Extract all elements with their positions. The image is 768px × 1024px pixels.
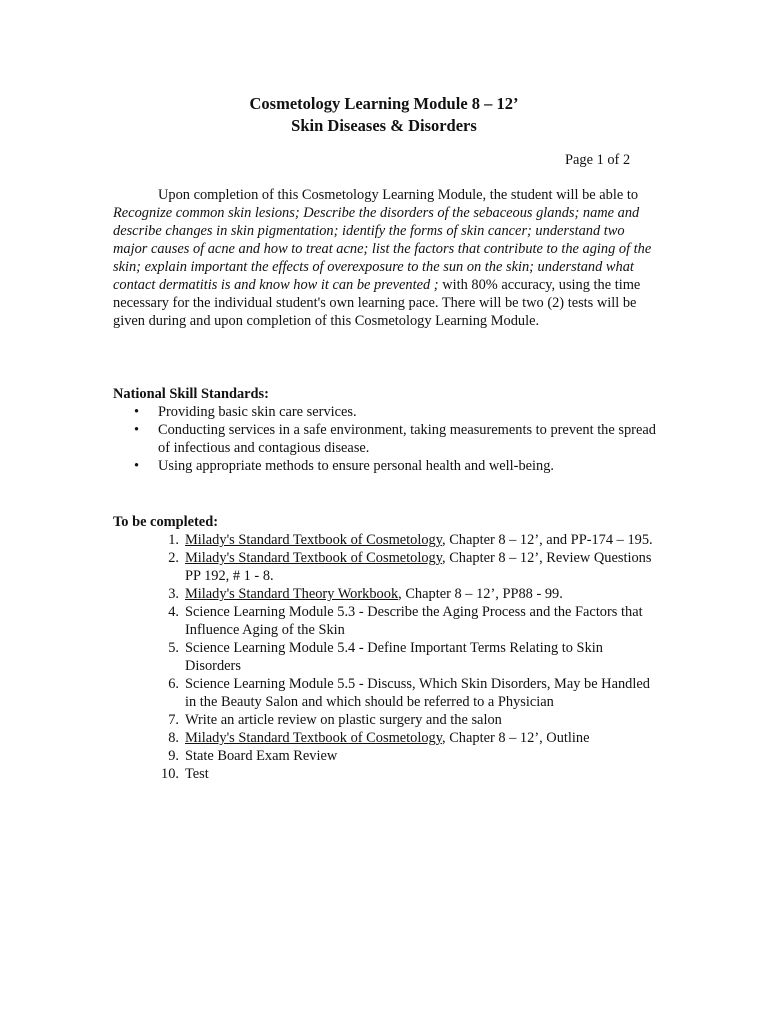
task-text: , Chapter 8 – 12’, and PP-174 – 195. <box>442 532 653 548</box>
task-number: 6. <box>168 676 179 692</box>
module-title: Cosmetology Learning Module 8 – 12’ <box>249 94 519 113</box>
task-number: 4. <box>168 604 179 620</box>
task-number: 9. <box>168 748 179 764</box>
standards-item <box>113 421 658 457</box>
task-number: 10. <box>161 766 179 782</box>
task-item <box>113 549 658 585</box>
task-text: , Chapter 8 – 12’, Outline <box>442 730 590 746</box>
intro-tail: with 80% accuracy, using the time necessary for the individual student's own learning pace. There will be two (2) tests will be given during and upon completion of this Cosmetology Learning Module. <box>113 277 641 329</box>
task-text: State Board Exam Review <box>185 748 338 764</box>
task-text: Science Learning Module 5.4 - Define Important Terms Relating to Skin Disorders <box>185 640 603 674</box>
task-item <box>113 729 658 747</box>
standards-item-text: Providing basic skin care services. <box>158 404 357 420</box>
bullet-icon: • <box>134 404 140 420</box>
task-item <box>113 639 658 675</box>
standards-item <box>113 403 658 421</box>
standards-heading: National Skill Standards: <box>113 386 269 402</box>
module-subtitle: Skin Diseases & Disorders <box>291 116 477 135</box>
intro-lead: Upon completion of this Cosmetology Learning Module, the student will be able to <box>158 187 639 203</box>
tasks-heading: To be completed: <box>113 514 218 530</box>
task-item <box>113 675 658 711</box>
task-number: 7. <box>168 712 179 728</box>
intro-paragraph <box>113 186 658 330</box>
intro-objectives: Recognize common skin lesions; Describe the disorders of the sebaceous glands; name and describe changes in skin pigmentation; identify the forms of skin cancer; understand two major causes of acne and how to treat acne; list the factors that contribute to the aging of the skin; explain important the effects of overexposure to the sun on the skin; understand what contact dermatitis is and know how it can be prevented ; <box>113 205 652 293</box>
standards-item <box>113 457 658 475</box>
task-reference: Milady's Standard Textbook of Cosmetology <box>185 730 442 746</box>
task-reference: Milady's Standard Textbook of Cosmetology <box>185 532 442 548</box>
task-text: Science Learning Module 5.3 - Describe the Aging Process and the Factors that Influence Aging of the Skin <box>185 604 643 638</box>
task-item <box>113 747 658 765</box>
task-number: 3. <box>168 586 179 602</box>
bullet-icon: • <box>134 458 140 474</box>
task-text: Write an article review on plastic surgery and the salon <box>185 712 502 728</box>
task-number: 2. <box>168 550 179 566</box>
standards-item-text: Conducting services in a safe environment, taking measurements to prevent the spread of infectious and contagious disease. <box>158 422 656 456</box>
task-text: Science Learning Module 5.5 - Discuss, Which Skin Disorders, May be Handled in the Beauty Salon and which should be referred to a Physician <box>185 676 650 710</box>
task-text: , Chapter 8 – 12’, Review Questions PP 192, # 1 - 8. <box>185 550 652 584</box>
task-item <box>113 765 658 783</box>
task-number: 1. <box>168 532 179 548</box>
task-number: 8. <box>168 730 179 746</box>
bullet-icon: • <box>134 422 140 438</box>
tasks-list <box>113 531 658 783</box>
standards-list <box>113 403 658 475</box>
task-reference: Milady's Standard Textbook of Cosmetology <box>185 550 442 566</box>
task-item <box>113 531 658 549</box>
task-item <box>113 603 658 639</box>
task-item <box>113 711 658 729</box>
task-reference: Milady's Standard Theory Workbook <box>185 586 399 602</box>
standards-item-text: Using appropriate methods to ensure personal health and well-being. <box>158 458 555 474</box>
page-number: Page 1 of 2 <box>565 152 631 168</box>
task-text: Test <box>185 766 209 782</box>
task-item <box>113 585 658 603</box>
task-text: , Chapter 8 – 12’, PP88 - 99. <box>398 586 563 602</box>
task-number: 5. <box>168 640 179 656</box>
